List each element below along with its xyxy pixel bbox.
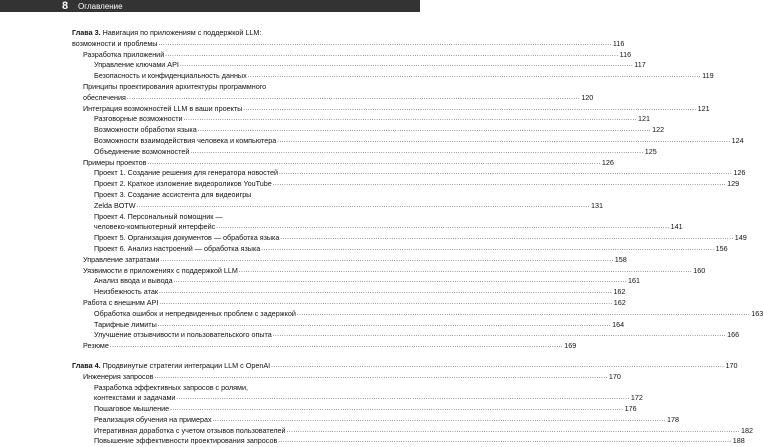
- toc-page-number: 131: [590, 200, 603, 210]
- toc-entry[interactable]: Управление затратами ..... 158: [72, 255, 348, 266]
- toc-entry[interactable]: Возможности обработки языка ..... 122: [72, 125, 348, 136]
- toc-page-number: 169: [564, 341, 577, 351]
- toc-entry[interactable]: Интеграция возможностей LLM в ваши проекты ..... 121: [72, 104, 348, 115]
- toc-page-number: 161: [628, 276, 641, 286]
- toc-page-number: 120: [581, 92, 594, 102]
- toc-page-number: 162: [613, 287, 626, 297]
- toc-entry[interactable]: Итеративная доработка с учетом отзывов пользователей ..... 182: [72, 426, 348, 437]
- toc-entry-line1: Принципы проектирования архитектуры программного: [83, 81, 267, 91]
- toc-entry[interactable]: Инженерия запросов ..... 170: [72, 372, 348, 383]
- toc-entry[interactable]: Проект 2. Краткое изложение видеороликов YouTube ..... 129: [72, 179, 348, 190]
- toc-page-number: 119: [702, 71, 714, 81]
- chapter-gap: [72, 352, 348, 361]
- toc-page-number: 125: [644, 146, 657, 156]
- toc-page-number: 122: [652, 125, 665, 135]
- toc-entry[interactable]: Возможности взаимодействия человека и компьютера ..... 124: [72, 136, 348, 147]
- toc-page-number: 116: [612, 38, 625, 48]
- chapter-4-number: Глава 4.: [72, 360, 101, 370]
- toc-page-number: 166: [727, 330, 740, 340]
- toc-page-number: 170: [725, 360, 738, 370]
- toc-page-number: 156: [715, 243, 728, 253]
- toc-entry[interactable]: Проект 1. Создание решения для генератора новостей ..... 126: [72, 168, 348, 179]
- toc-page-number: 176: [624, 404, 637, 414]
- running-header: [0, 0, 420, 12]
- toc-entry[interactable]: Объединение возможностей ..... 125: [72, 147, 348, 158]
- toc-entry[interactable]: Неизбежность атак ..... 162: [72, 287, 348, 298]
- toc-page-number: 188: [732, 436, 745, 446]
- toc-entry[interactable]: Реализация обучения на примерах ..... 178: [72, 415, 348, 426]
- toc-page-number: 124: [731, 135, 744, 145]
- page-number: 8: [62, 0, 69, 12]
- toc-entry[interactable]: обеспечения ..... 120: [72, 93, 348, 104]
- running-title: Оглавление: [78, 2, 123, 11]
- toc-entry[interactable]: человеко-компьютерный интерфейс ..... 141: [72, 222, 348, 233]
- toc-entry[interactable]: Разговорные возможности ..... 121: [72, 114, 348, 125]
- toc-page-number: 149: [734, 233, 747, 243]
- toc-entry[interactable]: Примеры проектов ..... 126: [72, 158, 348, 169]
- toc-entry[interactable]: Улучшение отзывчивости и пользовательского опыта ..... 166: [72, 330, 348, 341]
- toc-entry[interactable]: Работа с внешним API ..... 162: [72, 298, 348, 309]
- toc-page-number: 182: [740, 425, 753, 435]
- toc-entry[interactable]: Повышение эффективности проектирования запросов ..... 188: [72, 436, 348, 447]
- chapter-3-title-cont: возможности и проблемы: [72, 38, 158, 48]
- toc-entry[interactable]: Анализ ввода и вывода ..... 161: [72, 276, 348, 287]
- toc-entry[interactable]: Проект 5. Организация документов — обработка языка ..... 149: [72, 233, 348, 244]
- chapter-3-heading-line1: [72, 28, 348, 39]
- toc-entry[interactable]: Тарифные лимиты ..... 164: [72, 320, 348, 331]
- toc-entry[interactable]: Управление ключами API ..... 117: [72, 60, 348, 71]
- toc-page-number: 126: [601, 157, 614, 167]
- toc-entry[interactable]: Проект 6. Анализ настроений — обработка языка ..... 156: [72, 244, 348, 255]
- toc-entry-line1: Разработка эффективных запросов с ролями,: [94, 382, 249, 392]
- toc-entry[interactable]: Безопасность и конфиденциальность данных ..... 119: [72, 71, 348, 82]
- toc-page-number: 163: [751, 308, 763, 318]
- toc-entry[interactable]: Резюме ..... 169: [72, 341, 348, 352]
- toc-page-number: 160: [693, 265, 706, 275]
- toc-page-number: 158: [614, 254, 627, 264]
- chapter-4-heading[interactable]: [72, 360, 738, 372]
- toc-page-number: 178: [666, 414, 679, 424]
- toc-page-number: 164: [612, 319, 625, 329]
- chapter-3-title-part: Навигация по приложениям с поддержкой LLM:: [100, 28, 262, 37]
- toc-entry[interactable]: Обработка ошибок и непредвиденных проблем с задержкой ..... 163: [72, 309, 348, 320]
- toc-page-number: 129: [727, 179, 740, 189]
- toc-page-number: 172: [630, 393, 643, 403]
- toc-entry[interactable]: Пошаговое мышление ..... 176: [72, 404, 348, 415]
- toc-page-number: 141: [670, 222, 683, 232]
- toc-entry-line1: Проект 3. Создание ассистента для видеоигры: [94, 189, 252, 199]
- toc-page-number: 121: [697, 103, 710, 113]
- table-of-contents: [72, 28, 763, 447]
- toc-page-number: 126: [733, 168, 746, 178]
- toc-entry[interactable]: контекстами и задачами ..... 172: [72, 393, 348, 404]
- toc-page-number: 116: [619, 49, 632, 59]
- toc-page-number: 170: [608, 371, 621, 381]
- chapter-3-number: Глава 3.: [72, 28, 101, 37]
- chapter-4-title: Продвинутые стратегии интеграции LLM с OpenAI: [100, 360, 271, 370]
- toc-page-number: 121: [637, 114, 650, 124]
- toc-entry[interactable]: Zelda BOTW ..... 131: [72, 201, 348, 212]
- toc-page-number: 162: [613, 297, 626, 307]
- toc-entry[interactable]: Уязвимости в приложениях с поддержкой LLM ..... 160: [72, 266, 348, 277]
- toc-entry[interactable]: Разработка приложений ..... 116: [72, 50, 348, 61]
- chapter-3-heading-line2[interactable]: [72, 38, 625, 50]
- toc-entry-line1: Проект 4. Персональный помощник —: [94, 211, 223, 221]
- toc-page-number: 117: [634, 60, 646, 70]
